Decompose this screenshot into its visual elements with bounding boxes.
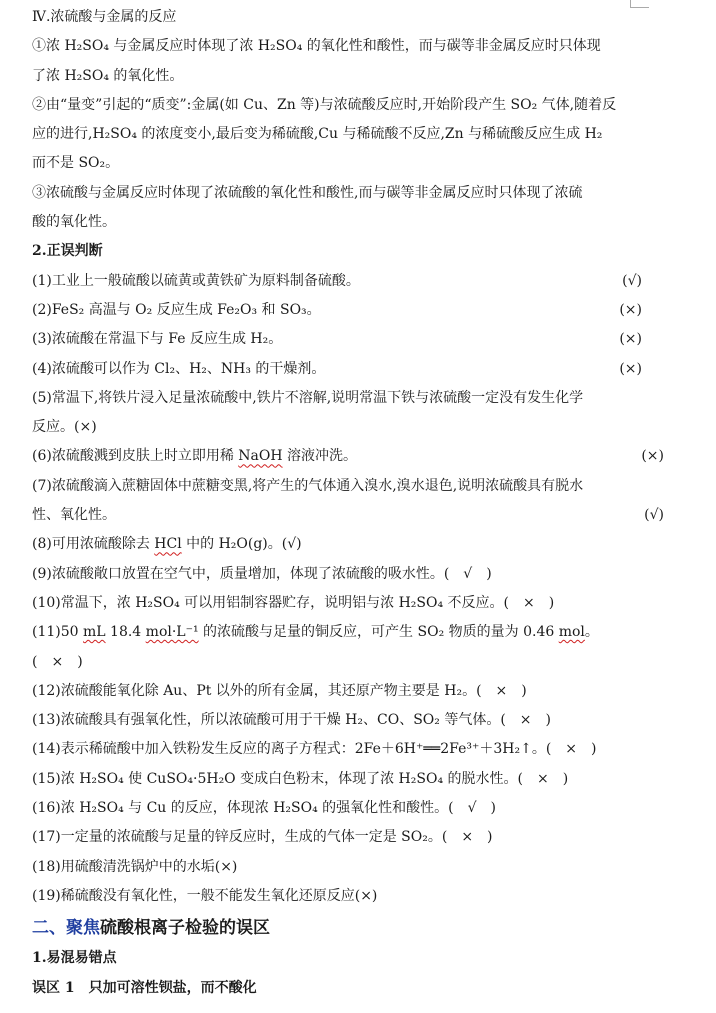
judgement-item [32,589,632,618]
paragraph-2-line-3: 而不是 SO₂。 [32,155,120,172]
judgement-text: (2)FeS₂ 高温与 O₂ 反应生成 Fe₂O₃ 和 SO₃。 [32,301,321,318]
judgement-text: (15)浓 H₂SO₄ 使 CuSO₄·5H₂O 变成白色粉末，体现了浓 H₂SO₄ 的脱水性。( × ) [32,770,569,787]
spellcheck-word: mL [83,624,106,641]
spellcheck-word: NaOH [238,448,283,465]
paragraph-1-line-1: ①浓 H₂SO₄ 与金属反应时体现了浓 H₂SO₄ 的氧化性和酸性，而与碳等非金属反应时只体现 [32,38,601,55]
judgement-item [32,267,642,296]
judgement-text-pre: (6)浓硫酸溅到皮肤上时立即用稀 [32,448,239,465]
spellcheck-word: mol [558,624,585,641]
paragraph-1-line-2: 了浓 H₂SO₄ 的氧化性。 [32,67,184,84]
judgement-text: (9)浓硫酸敞口放置在空气中，质量增加，体现了浓硫酸的吸水性。( √ ) [32,565,492,582]
judgement-item [32,355,642,384]
judgement-item [32,794,632,823]
judgement-text: (10)常温下，浓 H₂SO₄ 可以用铝制容器贮存，说明铝与浓 H₂SO₄ 不反应。( × ) [32,594,555,611]
judgement-text: (18)用硫酸清洗锅炉中的水垢(×) [32,858,238,875]
spellcheck-word: HCl [154,536,182,553]
judgement-text: (5)常温下,将铁片浸入足量浓硫酸中,铁片不溶解,说明常温下铁与浓硫酸一定没有发生化学 [32,389,584,406]
judgement-mark: (×) [619,301,642,318]
paragraph-3-line-2: 酸的氧化性。 [32,214,116,231]
paragraph-3-line-1: ③浓硫酸与金属反应时体现了浓硫酸的氧化性和酸性,而与碳等非金属反应时只体现了浓硫 [32,184,583,201]
judgement-text: 性、氧化性。 [32,507,116,524]
judgement-text-post: 中的 H₂O(g)。(√) [181,536,302,553]
judgement-text: 反应。(×) [32,419,97,436]
judgement-text: (1)工业上一般硫酸以硫黄或黄铁矿为原料制备硫酸。 [32,272,360,289]
document-content [32,3,664,1003]
judgement-item-continued [32,648,632,677]
section-er-heading [32,912,632,944]
paragraph-2-line-1: ②由“量变”引起的“质变”:金属(如 Cu、Zn 等)与浓硫酸反应时,开始阶段产生 SO₂ 气体,随着反 [32,96,617,113]
judgement-item [32,823,632,852]
judgement-item [32,325,642,354]
judgement-mark: (√) [644,507,664,524]
judgement-item-continued [32,413,632,442]
judgement-item-continued [32,501,664,530]
misconception-1: 误区 1 只加可溶性钡盐，而不酸化 [32,979,257,996]
judgement-text: (7)浓硫酸滴入蔗糖固体中蔗糖变黑,将产生的气体通入溴水,溴水退色,说明浓硫酸具有脱水 [32,477,584,494]
judgement-text-post: 的浓硫酸与足量的铜反应，可产生 SO₂ 物质的量为 0.46 [198,624,559,641]
judgement-text: (3)浓硫酸在常温下与 Fe 反应生成 H₂。 [32,331,283,348]
judgement-text: (17)一定量的浓硫酸与足量的锌反应时，生成的气体一定是 SO₂。( × ) [32,829,493,846]
paragraph-2-line-2: 应的进行,H₂SO₄ 的浓度变小,最后变为稀硫酸,Cu 与稀硫酸不反应,Zn 与稀硫酸反应生成 H₂ [32,126,603,143]
judgement-item [32,472,632,501]
judgement-mark: (√) [622,272,642,289]
section-iv-title: Ⅳ.浓硫酸与金属的反应 [32,9,177,25]
judgement-item [32,442,664,471]
judgement-text-end: 。 [584,624,599,641]
judgement-text-pre: (11)50 [32,624,84,641]
judgement-item [32,530,632,559]
judgement-mark: (×) [641,448,664,465]
judgement-item [32,618,632,647]
judgement-text: (14)表示稀硫酸中加入铁粉发生反应的离子方程式：2Fe＋6H⁺══2Fe³⁺＋3H₂↑。( × ) [32,741,597,758]
judgement-item [32,853,632,882]
judgement-text: ( × ) [32,653,83,670]
judgement-item [32,677,632,706]
section-2-title: 2.正误判断 [32,243,103,260]
judgement-item [32,882,632,911]
judgement-text-mid: 18.4 [105,624,146,641]
judgement-text: (4)浓硫酸可以作为 Cl₂、H₂、NH₃ 的干燥剂。 [32,360,326,377]
spellcheck-word: mol·L⁻¹ [145,624,199,641]
judgement-item [32,735,632,764]
judgement-text-pre: (8)可用浓硫酸除去 [32,536,155,553]
heading-prefix: 二、 [32,918,66,939]
judgement-text-post: 溶液冲洗。 [282,448,358,465]
judgement-text: (12)浓硫酸能氧化除 Au、Pt 以外的所有金属，其还原产物主要是 H₂。( × ) [32,682,527,699]
judgement-item [32,296,642,325]
judgement-mark: (×) [619,360,642,377]
judgement-text: (13)浓硫酸具有强氧化性，所以浓硫酸可用于干燥 H₂、CO、SO₂ 等气体。( × ) [32,712,551,729]
heading-rest: 硫酸根离子检验的误区 [100,918,270,939]
judgement-item [32,706,632,735]
heading-accent: 聚焦 [66,918,100,939]
judgement-text: (19)稀硫酸没有氧化性，一般不能发生氧化还原反应(×) [32,887,378,904]
judgement-mark: (×) [619,331,642,348]
judgement-item [32,384,632,413]
page-corner-mark [630,0,649,8]
judgement-item [32,560,632,589]
judgement-item [32,765,632,794]
section-1-title: 1.易混易错点 [32,950,117,967]
judgement-text: (16)浓 H₂SO₄ 与 Cu 的反应，体现浓 H₂SO₄ 的强氧化性和酸性。( √ ) [32,800,497,817]
